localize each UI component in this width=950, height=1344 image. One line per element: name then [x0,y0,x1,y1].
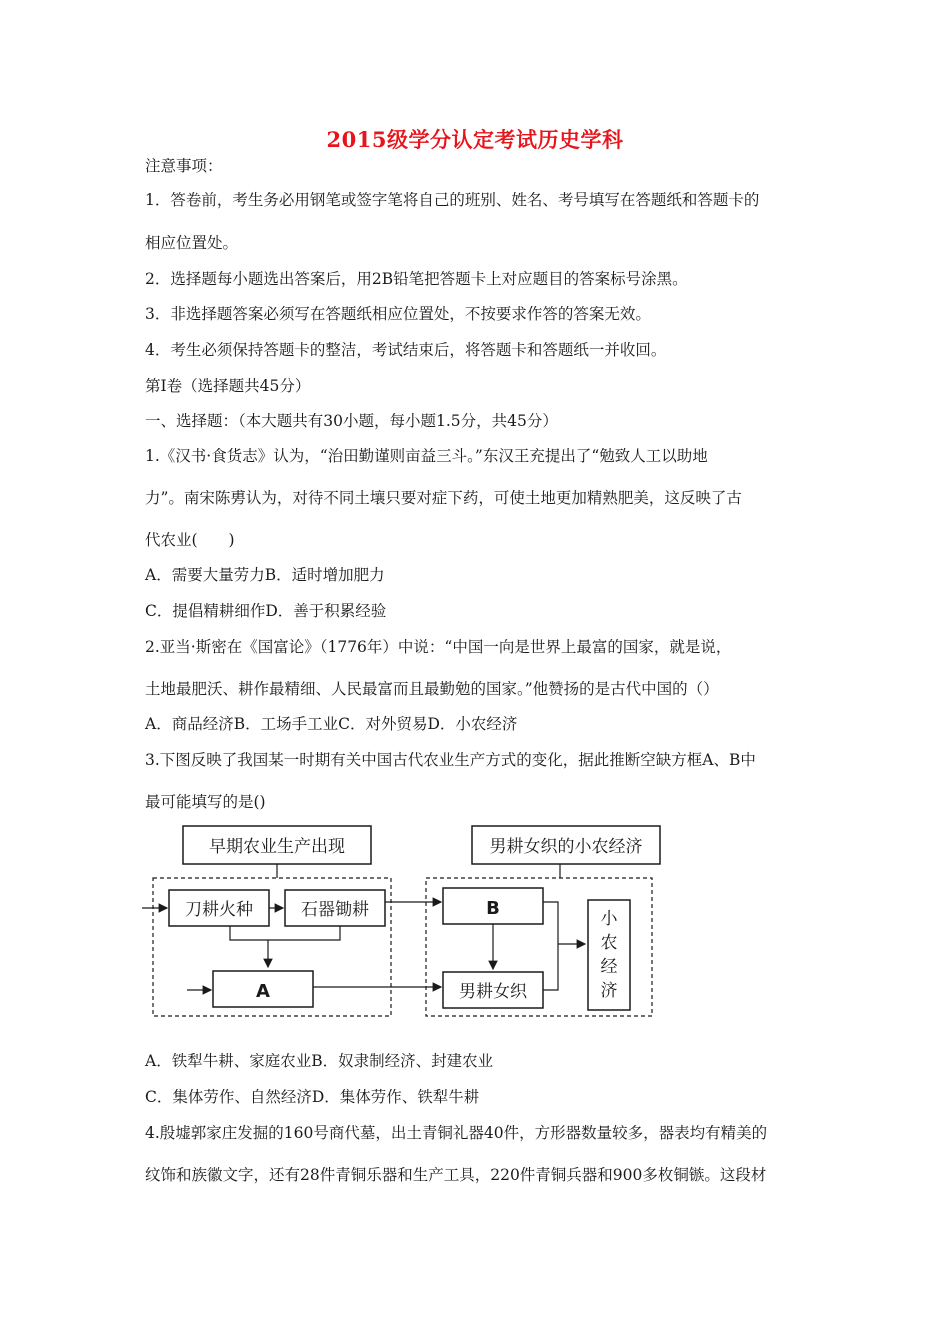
box-stone-hoe-label: 石器锄耕 [301,900,369,920]
part-heading: 第Ⅰ卷（选择题共45分） [145,377,311,395]
question-3-options-cd: C．集体劳作、自然经济D．集体劳作、铁犁牛耕 [145,1088,480,1106]
side-char-2: 农 [600,933,618,953]
section-instructions: 一、选择题：（本大题共有30小题，每小题1.5分，共45分） [145,412,558,430]
question-3-stem: 3.下图反映了我国某一时期有关中国古代农业生产方式的变化，据此推断空缺方框A、B中 [145,751,756,769]
question-3-stem-cont: 最可能填写的是() [145,793,266,811]
question-2-options: A．商品经济B．工场手工业C．对外贸易D．小农经济 [145,715,518,733]
question-4-stem-cont: 纹饰和族徽文字，还有28件青铜乐器和生产工具，220件青铜兵器和900多枚铜镞。这段材 [145,1166,767,1184]
question-1-options-cd: C．提倡精耕细作D．善于积累经验 [145,602,387,620]
note-item-4: 4．考生必须保持答题卡的整洁，考试结束后，将答题卡和答题纸一并收回。 [145,341,667,359]
notes-heading: 注意事项： [145,157,223,175]
note-item-3: 3．非选择题答案必须写在答题纸相应位置处，不按要求作答的答案无效。 [145,305,651,323]
question-1-stem-end: 代农业( ) [145,531,235,549]
side-char-4: 济 [600,981,618,1001]
question-1-stem-cont: 力”。南宋陈旉认为，对待不同土壤只要对症下药，可使土地更加精熟肥美，这反映了古 [145,489,742,507]
note-item-1: 1．答卷前，考生务必用钢笔或签字笔将自己的班别、姓名、考号填写在答题纸和答题卡的 [145,191,760,209]
question-1-stem: 1.《汉书·食货志》认为，“治田勤谨则亩益三斗。”东汉王充提出了“勉致人工以助地 [145,447,708,465]
question-2-stem: 2.亚当·斯密在《国富论》（1776年）中说：“中国一向是世界上最富的国家，就是说， [145,638,732,656]
exam-title: 2015级学分认定考试历史学科 [326,127,624,152]
side-char-1: 小 [600,909,618,929]
note-item-1-cont: 相应位置处。 [145,234,239,252]
box-small-peasant-economy-title-label: 男耕女织的小农经济 [489,837,643,857]
side-char-3: 经 [600,957,618,977]
note-item-2: 2．选择题每小题选出答案后，用2B铅笔把答题卡上对应题目的答案标号涂黑。 [145,270,688,288]
agriculture-flow-diagram [140,822,670,1022]
question-3-options-ab: A．铁犁牛耕、家庭农业B．奴隶制经济、封建农业 [145,1052,494,1070]
box-men-farm-women-weave-label: 男耕女织 [459,982,527,1002]
box-b-label: B [486,898,500,919]
question-2-stem-cont: 土地最肥沃、耕作最精细、人民最富而且最勤勉的国家。”他赞扬的是古代中国的（） [145,680,719,698]
box-early-agriculture-label: 早期农业生产出现 [209,837,345,857]
question-4-stem: 4.殷墟郭家庄发掘的160号商代墓，出土青铜礼器40件，方形器数量较多，器表均有精美的 [145,1124,768,1142]
box-slash-and-burn-label: 刀耕火种 [185,900,253,920]
box-a-label: A [256,981,270,1002]
question-1-options-ab: A．需要大量劳力B．适时增加肥力 [145,566,385,584]
